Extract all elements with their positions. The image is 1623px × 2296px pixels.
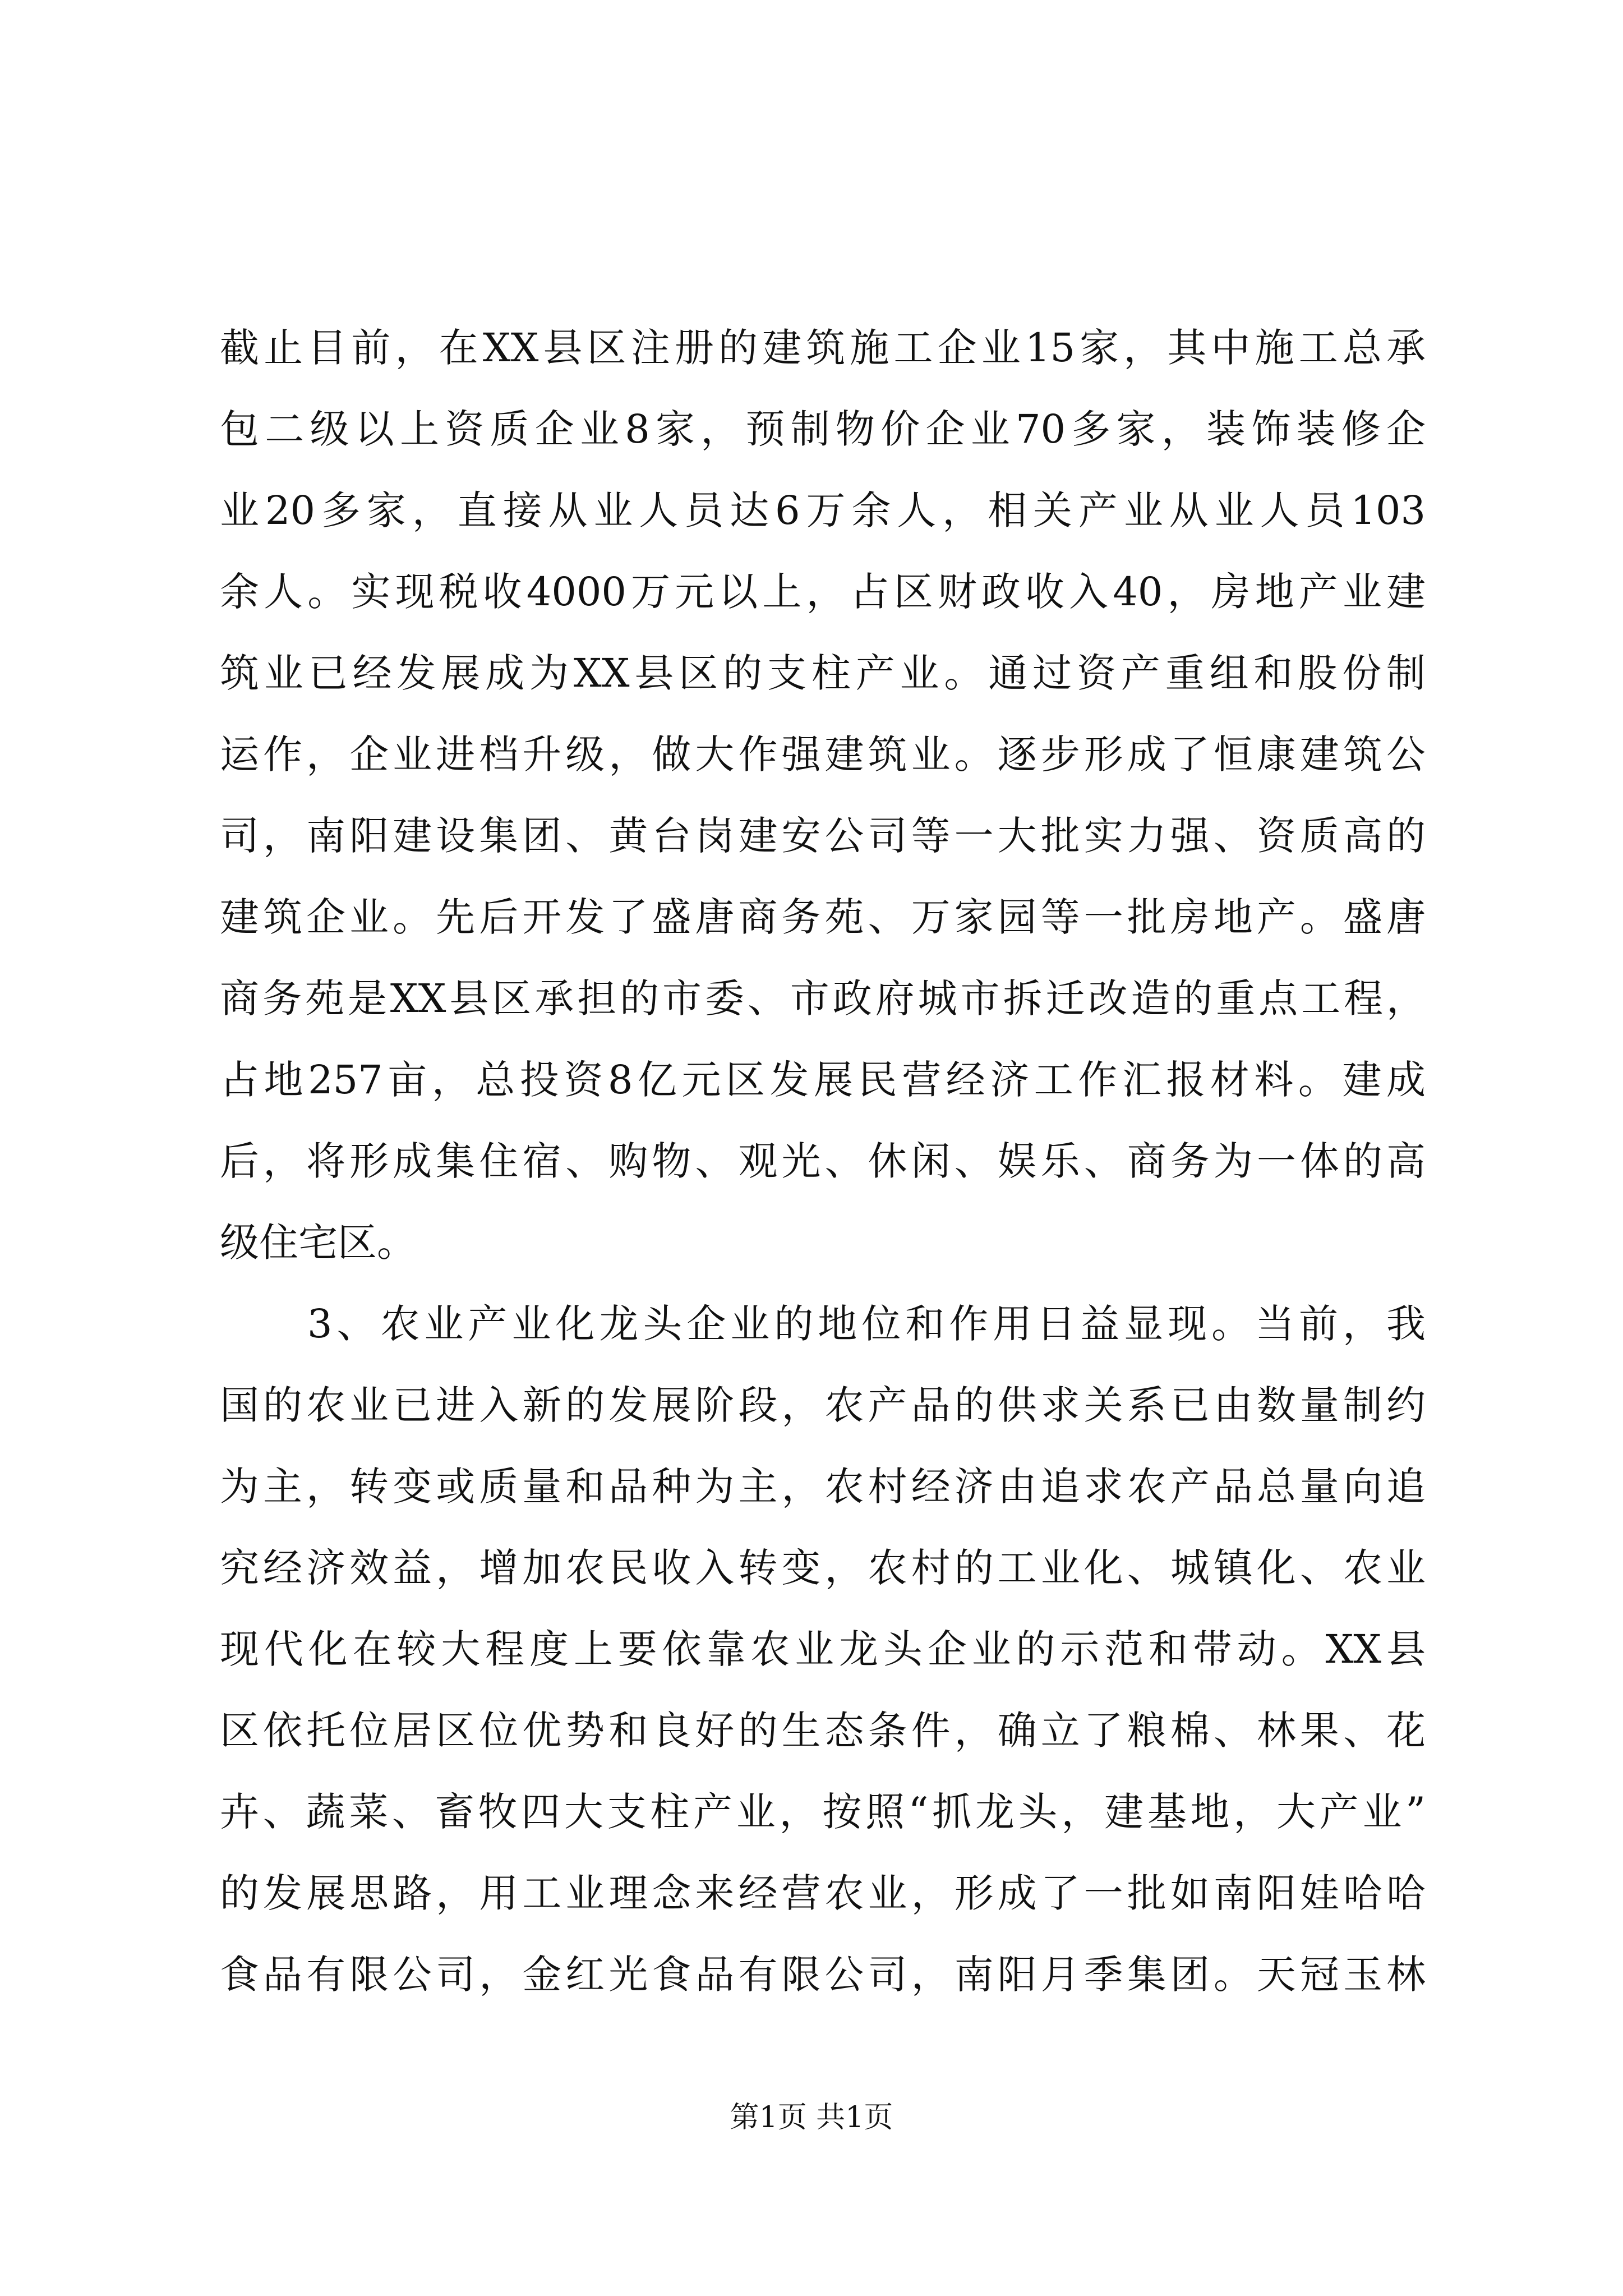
text-line: 占地257亩，总投资8亿元区发展民营经济工作汇报材料。建成 <box>220 1057 1426 1103</box>
text-line: 为主，转变或质量和品种为主，农村经济由追求农产品总量向追 <box>220 1464 1426 1510</box>
text-line: 业20多家，直接从业人员达6万余人，相关产业从业人员103 <box>220 487 1426 533</box>
text-line: 运作，企业进档升级，做大作强建筑业。逐步形成了恒康建筑公 <box>220 731 1426 777</box>
text-line: 司，南阳建设集团、黄台岗建安公司等一大批实力强、资质高的 <box>220 813 1426 859</box>
text-line: 筑业已经发展成为XX县区的支柱产业。通过资产重组和股份制 <box>220 650 1426 696</box>
document-body <box>220 307 1426 2016</box>
page-number-footer: 第1页 共1页 <box>730 2101 893 2134</box>
text-line: 食品有限公司，金红光食品有限公司，南阳月季集团。天冠玉林 <box>220 1952 1426 1998</box>
text-line: 余人。实现税收4000万元以上，占区财政收入40，房地产业建 <box>220 569 1426 615</box>
text-line: 级住宅区。 <box>220 1220 416 1266</box>
text-line: 卉、蔬菜、畜牧四大支柱产业，按照“抓龙头，建基地，大产业” <box>220 1789 1426 1835</box>
text-line: 的发展思路，用工业理念来经营农业，形成了一批如南阳娃哈哈 <box>220 1870 1426 1916</box>
text-line: 究经济效益，增加农民收入转变，农村的工业化、城镇化、农业 <box>220 1545 1426 1591</box>
text-line: 包二级以上资质企业8家，预制物价企业70多家，装饰装修企 <box>220 406 1426 452</box>
text-line: 截止目前，在XX县区注册的建筑施工企业15家，其中施工总承 <box>220 325 1426 371</box>
text-line: 现代化在较大程度上要依靠农业龙头企业的示范和带动。XX县 <box>220 1626 1426 1672</box>
text-line: 区依托位居区位优势和良好的生态条件，确立了粮棉、林果、花 <box>220 1708 1426 1754</box>
text-line: 建筑企业。先后开发了盛唐商务苑、万家园等一批房地产。盛唐 <box>220 894 1426 940</box>
text-line: 3、农业产业化龙头企业的地位和作用日益显现。当前，我 <box>220 1301 1426 1347</box>
text-line: 国的农业已进入新的发展阶段，农产品的供求关系已由数量制约 <box>220 1382 1426 1428</box>
text-line: 后，将形成集住宿、购物、观光、休闲、娱乐、商务为一体的高 <box>220 1138 1426 1184</box>
text-line: 商务苑是XX县区承担的市委、市政府城市拆迁改造的重点工程， <box>220 976 1426 1022</box>
